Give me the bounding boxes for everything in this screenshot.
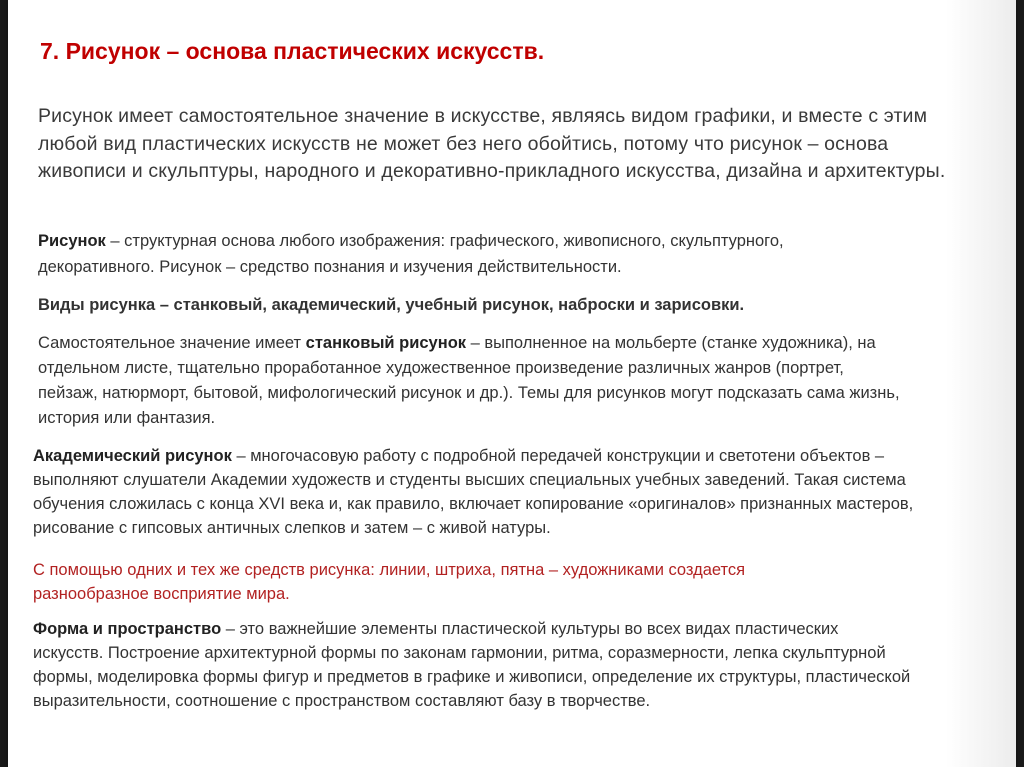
academic-drawing-paragraph — [33, 444, 963, 540]
highlight-paragraph: С помощью одних и тех же средств рисунка: линии, штриха, пятна – художниками создается разнообразное восприятие мира. — [33, 561, 746, 603]
definition-term: Рисунок — [38, 232, 106, 250]
slide — [8, 0, 1016, 767]
academic-drawing-term: Академический рисунок — [33, 447, 232, 465]
intro-paragraph: Рисунок имеет самостоятельное значение в искусстве, являясь видом графики, и вместе с этим любой вид пластических искусств не может без него обойтись, потому что рисунок – основа живописи и скульптуры, народного и декоративно-прикладного искусства, дизайна и архитектуры. — [38, 105, 946, 182]
easel-drawing-intro: Самостоятельное значение имеет — [38, 334, 306, 352]
form-space-paragraph — [33, 617, 913, 713]
easel-drawing-term: станковый рисунок — [305, 334, 467, 352]
form-space-term: Форма и пространство — [33, 620, 222, 638]
easel-drawing-text: – выполненное на мольберте (станке художника), на отдельном листе, тщательно проработанное художественное произведение различных жанров (портрет, пейзаж, натюрморт, бытовой, мифологический рисунок и др.). Темы для рисунков могут подсказать сама жизнь, история или фантазия. — [38, 334, 900, 427]
definition-text: – структурная основа любого изображения: графического, живописного, скульптурного, декоративного. Рисунок – средство познания и изучения действительности. — [38, 232, 784, 276]
academic-drawing-text: – многочасовую работу с подробной передачей конструкции и светотени объектов – выполняют слушатели Академии художеств и студенты высших специальных учебных заведений. Такая система обучения сложилась с конца XVI века и, как правило, включает копирование «оригиналов» признанных мастеров, рисование с гипсовых античных слепков и затем – с живой натуры. — [33, 447, 914, 537]
form-space-text: – это важнейшие элементы пластической культуры во всех видах пластических искусств. Построение архитектурной формы по законам гармонии, ритма, соразмерности, лепка скульптурной формы, моделировка формы фигур и предметов в графике и живописи, определение их структуры, пластической выразительности, соотношение с пространством составляют базу в творчестве. — [33, 620, 911, 710]
slide-title: 7. Рисунок – основа пластических искусств. — [40, 38, 545, 64]
definition-paragraph — [38, 228, 898, 280]
easel-drawing-paragraph — [38, 331, 908, 431]
drawing-types-heading: Виды рисунка – станковый, академический, учебный рисунок, наброски и зарисовки. — [38, 296, 745, 314]
